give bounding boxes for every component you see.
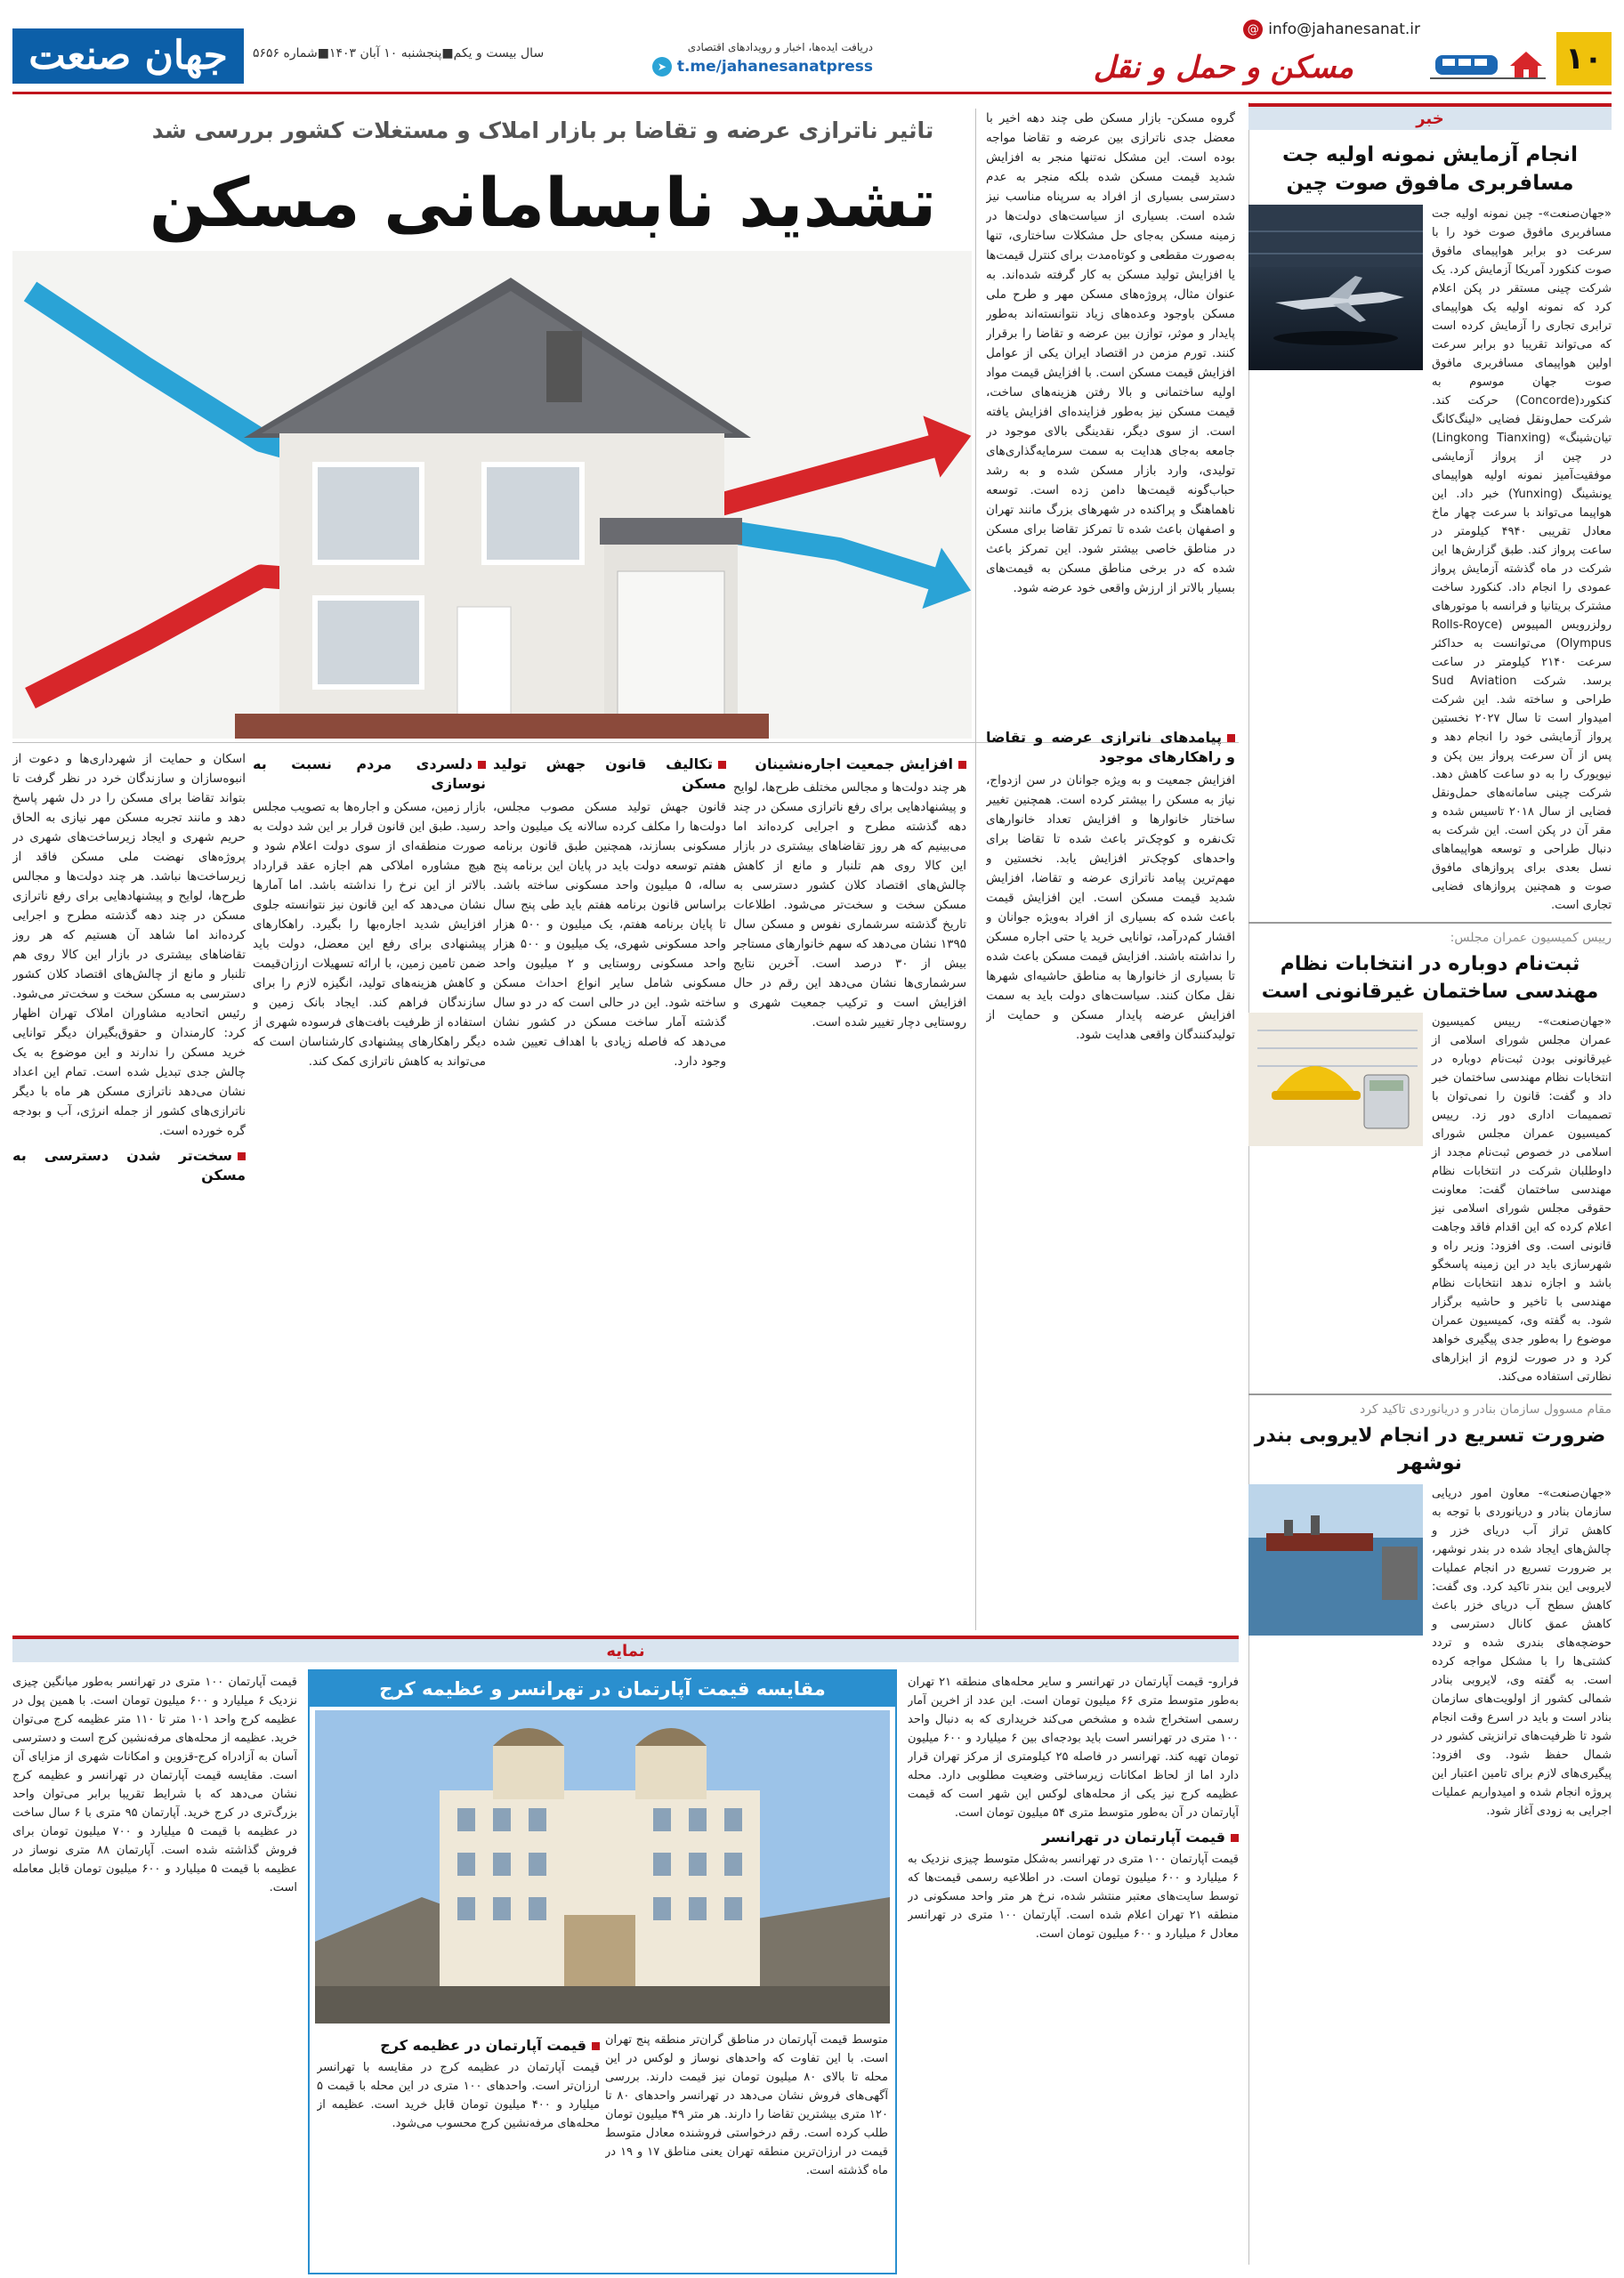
email-text: info@jahanesanat.ir <box>1268 20 1420 38</box>
article-col-4: تکالیف قانون جهش تولید مسکن قانون جهش تولید مسکن مصوب مجلس، دولت‌ها را مکلف کرده سالانه یک میلیون واحد مسکونی بسازند، همچنین طبق قانون برنامه هفتم توسعه دولت باید در پایان این برنامه پنج ساله، ۵ میلیون واحد مسکونی ساخته باشد. براساس قانون برنامه هفتم باید طی پنج سال تا پایان برنامه هفتم، یک میلیون و ۵۰۰ هزار واحد مسکونی شهری، یک میلیون و ۵۰۰ هزار واحد مسکونی روستایی و ۲ میلیون واحد مسکونی شامل سایر انواع احداث مسکن ساخته شود. این در حالی است که در دو سال گذشته آمار ساخت مسکن در کشور نشان می‌دهد که فاصله زیادی با اهداف تعیین شده وجود دارد. <box>493 755 726 1069</box>
newspaper-logo: جهان صنعت <box>12 28 244 84</box>
box-col-right: متوسط قیمت آپارتمان در مناطق گران‌تر منطقه پنج تهران است. با این تفاوت که واحدهای نوساز و لوکس در این محله تا بالای ۸۰ میلیون تومان نیز قیمت دارند. بررسی آگهی‌های فروش نشان می‌دهد در تهرانسر واحدهای ۸۰ تا ۱۲۰ متری بیشترین تقاضا را دارند. هر متر ۴۹ میلیون تومان طلب کرده است. رقم درخواستی فروشنده معادل متوسط قیمت در ارزان‌ترین منطقه تهران یعنی مناطق ۱۷ و ۱۹ در ماه گذشته است. <box>605 2033 888 2177</box>
email-block <box>1243 20 1420 39</box>
telegram-caption: دریافت ایده‌ها، اخبار و رویدادهای اقتصادی <box>687 41 873 53</box>
page-number: ۱۰ <box>1565 41 1603 77</box>
article-col-3: افزایش جمعیت اجاره‌نشینان هر چند دولت‌ها و مجالس مختلف طرح‌ها، لوایح و پیشنهادهایی برای رفع ناترازی مسکن در چند دهه گذشته مطرح و اجرایی کرده‌اند اما می‌بینیم که هر روز تقاضاهای بیشتری در بازار این کالا روی هم تلنبار و مانع از کاهش چالش‌های اقتصاد کلان کشور دسترسی به مسکن سخت و سخت‌تر می‌شود. اطلاعات تاریخ گذشته سرشماری نفوس و مسکن سال ۱۳۹۵ نشان می‌دهد که سهم خانوارهای مستاجر بیش از ۳۰ درصد است. آخرین نتایج سرشماری‌ها نشان می‌دهد این رقم در حال افزایش است و ترکیب جمعیت شهری و روستایی دچار تغییر شده است. <box>733 755 966 1030</box>
news3-body: «جهان‌صنعت»- معاون امور دریایی سازمان بنادر و دریانوردی با توجه به کاهش تراز آب دریای خزر و چالش‌های ایجاد شده در بندر نوشهر، بر ضرورت تسریع در انجام عملیات لایروبی این بندر تاکید کرد. وی گفت: کاهش سطح آب دریای خزر باعث کاهش عمق کانال دسترسی و حوضچه‌های بندری شده و تردد کشتی‌ها را با مشکل مواجه کرده است. به گفته وی، لایروبی بنادر شمالی کشور از اولویت‌های سازمان بنادر است و باید در اسرع وقت انجام شود تا ظرفیت‌های ترانزیتی کشور در شمال حفظ شود. وی افزود: پیگیری‌های لازم برای تامین اعتبار این پروژه انجام شده و امیدواریم عملیات اجرایی به زودی آغاز شود. <box>1432 1487 1612 1818</box>
issue-info: سال بیست و یکم■پنجشنبه ۱۰ آبان ۱۴۰۳■شماره ۵۶۵۶ <box>253 46 545 61</box>
article-kicker: تاثیر ناترازی عرضه و تقاضا بر بازار املاک و مستغلات کشور بررسی شد <box>151 117 934 143</box>
news1-body: «جهان‌صنعت»- چین نمونه اولیه جت مسافربری مافوق صوت خود را با سرعت دو برابر هواپیمای مافوق صوت کنکورد آمریکا آزمایش کرد. یک شرکت چینی مستقر در پکن اعلام کرد که نمونه اولیه یک هواپیمای ترابری تجاری را آزمایش کرده است که می‌تواند تقریبا دو برابر سرعت اولین هواپیمای مسافربری مافوق صوت جهان موسوم به کنکورد(Concorde) حرکت کند. شرکت حمل‌ونقل فضایی «لینگ‌کانگ تیان‌شینگ» (Lingkong Tianxing) در چین از پرواز آزمایشی موفقیت‌آمیز نمونه اولیه هواپیمای یونشینگ (Yunxing) خبر داد. این هواپیما می‌تواند با سرعت چهار ماخ معادل تقریبی ۴۹۴۰ کیلومتر در ساعت پرواز کند. طبق گزارش‌ها این شرکت در ماه گذشته آزمایش پرواز عمودی را انجام داد. کنکورد ساخت مشترک بریتانیا و فرانسه با موتورهای رولزرویس المپیوس (Rolls-Royce Olympus) می‌توانست به حداکثر سرعت ۲۱۴۰ کیلومتر در ساعت برسد. شرکت Sud Aviation طراحی و ساخته شد. این شرکت امیدوار است تا سال ۲۰۲۷ نخستین پرواز آزمایشی خود را انجام دهد و پس از آن سرعت پرواز بین پکن و نیویورک را به دو ساعت کاهش دهد. شرکت چینی سامانه‌های حمل‌ونقل فضایی از سال ۲۰۱۸ تاسیس شده و مقر آن در پکن است. این شرکت به دنبال طراحی و توسعه هواپیماهای نسل بعدی برای پروازهای مافوق صوت و همچنین پروازهای فضایی تجاری است. <box>1432 207 1612 912</box>
port-photo <box>1248 1484 1423 1636</box>
news3-kicker: مقام مسوول سازمان بنادر و دریانوردی تاکید کرد <box>1359 1402 1612 1417</box>
comparison-box-title: مقایسه قیمت آپارتمان در تهرانسر و عظیمه کرج <box>310 1671 895 1707</box>
article-col-2: پیامدهای ناترازی عرضه و تقاضا و راهکارهای موجود افزایش جمعیت و به ویژه جوانان در سن ازدواج، نیاز به مسکن را بیشتر کرده است. همچنین تغییر ساختار خانوارها و افزایش تعداد خانوارهای تک‌نفره و کوچک‌تر باعث شده تا تقاضا برای واحدهای کوچک‌تر افزایش یابد. نخستین و مهم‌ترین پیامد ناترازی عرضه و تقاضا، افزایش شدید قیمت مسکن است. این افزایش قیمت باعث شده که بسیاری از افراد به‌ویژه جوانان و اقشار کم‌درآمد، توانایی خرید یا حتی اجاره مسکن را نداشته باشند. افزایش قیمت مسکن باعث شده تا بسیاری از خانوارها به مناطق حاشیه‌ای شهرها نقل مکان کنند. سیاست‌های دولت باید به سمت افزایش عرضه پایدار مسکن و حمایت از تولیدکنندگان واقعی هدایت شود. <box>986 729 1235 1042</box>
subheading-2: افزایش جمعیت اجاره‌نشینان <box>733 755 966 774</box>
bottom-sub-1: قیمت آپارتمان در تهرانسر <box>908 1828 1239 1846</box>
telegram-block[interactable] <box>624 41 873 85</box>
news-tag: خبر <box>1248 103 1612 130</box>
box-col-left: قیمت آپارتمان در عظیمه کرج قیمت آپارتمان در عظیمه کرج در مقایسه با تهرانسر ارزان‌تر است. واحدهای ۱۰۰ متری در این محله با قیمت ۵ میلیارد و ۴۰۰ میلیون تومان قابل خرید است. عظیمه از محله‌های مرفه‌نشین کرج محسوب می‌شود. <box>317 2037 600 2130</box>
email-icon: @ <box>1243 20 1263 39</box>
news2-title: ثبت‌نام دوباره در انتخابات نظام مهندسی ساختمان غیرقانونی است <box>1261 953 1599 1003</box>
section-title: مسکن و حمل و نقل <box>1093 50 1353 85</box>
bottom-col-1: فرارو- قیمت آپارتمان در تهرانسر و سایر محله‌های منطقه ۲۱ تهران به‌طور متوسط متری ۶۶ میلیون تومان است. این عدد از اخرین آمار رسمی استخراج شده و مشخص می‌کند خریداری که به دنبال واحد ۱۰۰ متری در تهرانسر است باید بودجه‌ای بین ۶ میلیارد و ۶۰۰ میلیون تومان تهیه کند. تهرانسر در فاصله ۲۵ کیلومتری از مرکز تهران قرار دارد اما از لحاظ امکانات زیرساختی وضعیت مطلوبی دارد. محله عظیمه کرج نیز یکی از محله‌های لوکس این شهر است که قیمت آپارتمان در آن به‌طور متوسط متری ۵۴ میلیون تومان است. قیمت آپارتمان در تهرانسر قیمت آپارتمان ۱۰۰ متری در تهرانسر به‌شکل متوسط چیزی نزدیک به ۶ میلیارد و ۶۰۰ میلیون تومان است. در اطلاعیه رسمی قیمت‌ها که توسط سایت‌های معتبر منتشر شده، نرخ هر متر واحد مسکونی در منطقه ۲۱ تهران اعلام شده است. آپارتمان ۱۰۰ متری در تهرانسر معادل ۶ میلیارد و ۶۰۰ میلیون تومان است. <box>908 1676 1239 1941</box>
sidebar <box>1248 103 1612 2274</box>
lead-paragraph: گروه مسکن- بازار مسکن طی چند دهه اخیر با معضل جدی ناترازی بین عرضه و تقاضا مواجه بوده است. این مشکل نه‌تنها منجر به افزایش شدید قیمت مسکن شده بلکه منجر به عدم دسترسی بسیاری از افراد به سرپناه مناسب نیز شده است. بسیاری از سیاست‌های دولت‌ها در زمینه مسکن به‌جای حل مشکلات ساختاری، تنها به‌صورت مقطعی و کوتاه‌مدت برای کنترل قیمت‌ها یا افزایش تولید مسکن به کار گرفته شده‌اند. به عنوان مثال، پروژه‌های مسکن مهر و طرح ملی مسکن باوجود وعده‌های زیاد نتوانسته‌اند به‌طور پایدار و موثر، توازن بین عرضه و تقاضا را برقرار کنند. تورم مزمن در اقتصاد ایران یکی از عوامل افزایش قیمت مسکن است. با افزایش قیمت مواد اولیه ساختمانی و بالا رفتن هزینه‌های ساخت، قیمت مسکن نیز به‌طور فزاینده‌ای افزایش یافته است. از سوی دیگر، نقدینگی بالای موجود در جامعه به‌جای هدایت به سمت سرمایه‌گذاری‌های تولیدی، وارد بازار مسکن شده و به رشد حباب‌گونه قیمت‌ها دامن زده است. توسعه ناهماهنگ و پراکنده در شهرهای بزرگ مانند تهران و اصفهان باعث شده تا تمرکز تقاضا برای مسکن در مناطق خاصی بیشتر شود. این تمرکز باعث شده که در برخی مناطق مسکن به قیمت‌های بسیار بالاتر از ارزش واقعی خود عرضه شود. <box>986 111 1235 595</box>
comparison-box <box>308 1669 897 2274</box>
news2-kicker: رییس کمیسیون عمران مجلس: <box>1450 931 1612 945</box>
news1-title: انجام آزمایش نمونه اولیه جت مسافربری مافوق صوت چین <box>1282 143 1578 195</box>
main-illustration <box>12 251 972 739</box>
bottom-tag: نمایه <box>12 1636 1239 1662</box>
article-col-5: دلسردی مردم نسبت به نوسازی بازار زمین، مسکن و اجاره‌ها به تصویب مجلس رسید. طبق این قانون قرار بر این شد دولت به صورت منطقه‌ای از سوی دولت اعلام شود و هیچ مشاوره املاکی هم اجازه عقد قرارداد بالاتر از این نرخ را نداشته باشد. اما آمارها نشان می‌دهد که این قانون نیز نتوانسته جلوی افزایش شدید اجاره‌بها را بگیرد. راهکارهای پیشنهادی برای رفع این معضل، دولت باید ضمن تامین زمین، با ارائه تسهیلات ارزان‌قیمت و کاهش هزینه‌های تولید، انگیزه لازم را برای سازندگان فراهم کند. ایجاد بانک زمین و استفاده از ظرفیت بافت‌های فرسوده شهری از دیگر راهکارهای پیشنهادی کارشناسان است که می‌تواند به کاهش ناترازی کمک کند. <box>253 755 486 1069</box>
subheading-1: پیامدهای ناترازی عرضه و تقاضا و راهکارهای موجود <box>986 729 1235 765</box>
engineering-tools-photo <box>1248 1013 1423 1146</box>
telegram-link[interactable]: t.me/jahanesanatpress <box>676 58 873 76</box>
transport-icon <box>1430 39 1546 84</box>
bottom-col-3: قیمت آپارتمان ۱۰۰ متری در تهرانسر به‌طور میانگین چیزی نزدیک ۶ میلیارد و ۶۰۰ میلیون تومان است. با همین پول در عظیمه کرج واحد ۱۰۱ متر تا ۱۱۰ متر عظیمه کرج می‌توان خرید. عظیمه از محله‌های مرفه‌نشین کرج است و دسترسی آسان به آزادراه کرج-قزوین و امکانات شهری از مزایای آن است. مقایسه قیمت آپارتمان در تهرانسر و عظیمه کرج نشان می‌دهد که با شرایط تقریبا برابر می‌توان واحد بزرگ‌تری در کرج خرید. آپارتمان ۹۵ متری با ۶ سال ساخت در عظیمه با قیمت ۵ میلیارد و ۷۰۰ میلیون تومان برای فروش گذاشته شده است. آپارتمان ۸۸ متری نوساز در عظیمه با قیمت ۵ میلیارد و ۶۰۰ میلیون تومان قابل معامله است. <box>12 1676 297 1894</box>
news2-body: «جهان‌صنعت»- رییس کمیسیون عمران مجلس شورای اسلامی از غیرقانونی بودن ثبت‌نام دوباره در انتخابات نظام مهندسی ساختمان خبر داد و گفت: قانون را نمی‌توان با تصمیمات اداری دور زد. رییس کمیسیون عمران مجلس شورای اسلامی در خصوص ثبت‌نام مجدد از داوطلبان شرکت در انتخابات نظام مهندسی ساختمان گفت: معاونت حقوقی مجلس شورای اسلامی نیز اعلام کرده که این اقدام فاقد وجاهت قانونی است. وی افزود: وزیر راه و شهرسازی باید در این زمینه پاسخگو باشد و اجازه ندهد انتخابات نظام مهندسی با تاخیر و حاشیه برگزار شود. به گفته وی، کمیسیون عمران موضوع را به‌طور جدی پیگیری خواهد کرد و در صورت لزوم از ابزارهای نظارتی استفاده می‌کند. <box>1432 1015 1612 1384</box>
article-col-6: اسکان و حمایت از شهرداری‌ها و دعوت از انبوه‌سازان و سازندگان خرد در نظر گرفت تا بتواند تقاضا برای مسکن را در دل شهر پاسخ دهد و مانند تجربه مسکن مهر نیازی به الحاق حریم شهری و ایجاد زیرساخت‌های شهری در پروژه‌های نهضت ملی مسکن فاقد از زیرساخت‌ها نباشد. هر چند دولت‌ها و مجالس طرح‌ها، لوایح و پیشنهادهایی برای رفع ناترازی مسکن در چند دهه گذشته مطرح و اجرایی کرده‌اند اما شاهد آن هستیم که هر روز تقاضاهای بیشتری در بازار این کالا روی هم تلنبار و مانع از چالش‌های اقتصاد کلان کشور دسترسی به مسکن سخت و سخت‌تر می‌شود. رئیس اتحادیه مشاوران املاک تهران اظهار کرد: کارمندان و حقوق‌بگیران دیگر توانایی خرید مسکن را ندارند و این موضوع به یک چالش جدی تبدیل شده است. تمام این اعداد نشان می‌دهد ناترازی مسکن هر ماه با دیگر ناترازی‌های کشور از جمله انرژی، آب و بودجه گره خورده است. سخت‌تر شدن دسترسی به مسکن <box>12 752 246 1183</box>
telegram-icon: ➤ <box>652 57 672 77</box>
page-number-box <box>1556 32 1612 85</box>
supersonic-jet-photo <box>1248 205 1423 370</box>
subheading-5: سخت‌تر شدن دسترسی به مسکن <box>12 1147 246 1183</box>
news3-title: ضرورت تسریع در انجام لایروبی بندر نوشهر <box>1254 1425 1606 1474</box>
bottom-sub-2: قیمت آپارتمان در عظیمه کرج <box>317 2036 600 2055</box>
subheading-3: تکالیف قانون جهش تولید مسکن <box>493 755 726 792</box>
building-photo <box>315 1710 890 2024</box>
lead-column <box>986 109 1235 723</box>
article-headline: تشدید نابسامانی مسکن <box>149 163 937 242</box>
subheading-4: دلسردی مردم نسبت به نوسازی <box>253 755 486 792</box>
header-bar <box>12 16 1612 94</box>
